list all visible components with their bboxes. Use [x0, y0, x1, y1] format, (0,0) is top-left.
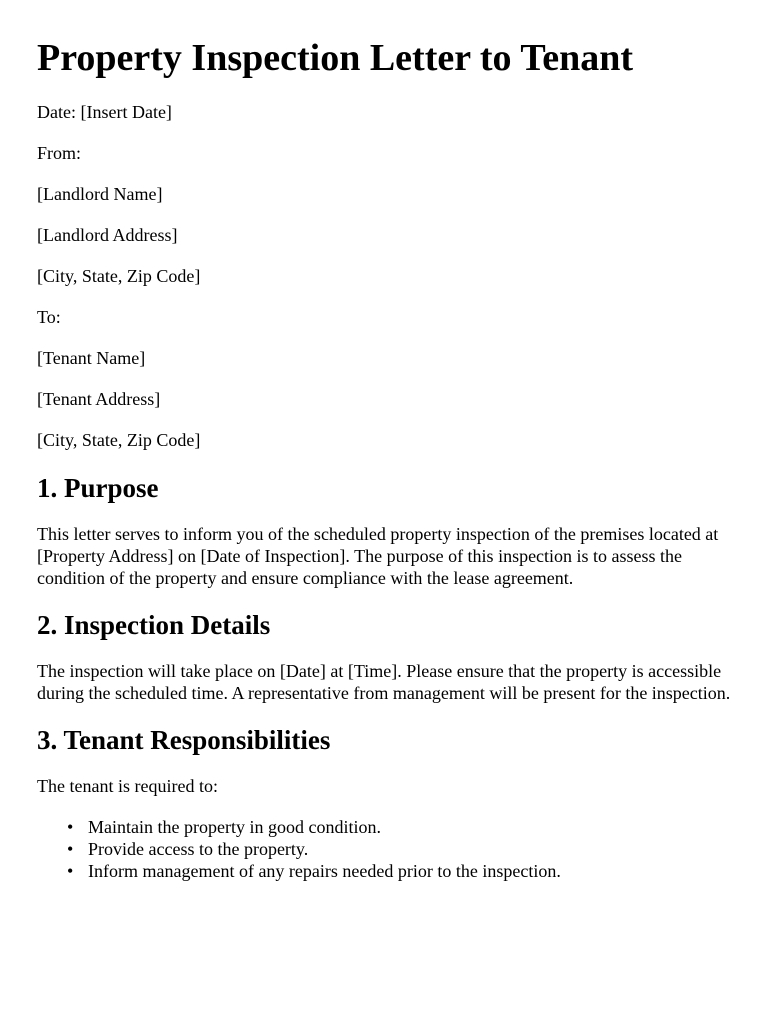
letter-header: [37, 101, 734, 451]
list-item: [67, 860, 734, 882]
tenant-name: [Tenant Name]: [37, 348, 146, 368]
list-item-text: Maintain the property in good condition.: [88, 817, 381, 837]
responsibilities-list: [37, 816, 734, 882]
section-heading-tenant-responsibilities: 3. Tenant Responsibilities: [37, 725, 331, 755]
landlord-city-state-zip: [City, State, Zip Code]: [37, 266, 201, 286]
tenant-city-state-zip: [City, State, Zip Code]: [37, 430, 201, 450]
section-heading-purpose: 1. Purpose: [37, 473, 159, 503]
date-line: Date: [Insert Date]: [37, 102, 172, 122]
section-heading-inspection-details: 2. Inspection Details: [37, 610, 271, 640]
section-body-inspection-details: The inspection will take place on [Date] at [Time]. Please ensure that the property is accessible during the scheduled time. A representative from management will be present for the inspection.: [37, 661, 731, 703]
landlord-address: [Landlord Address]: [37, 225, 178, 245]
bullet-icon: •: [67, 839, 74, 859]
section-body-tenant-responsibilities: The tenant is required to:: [37, 776, 218, 796]
bullet-icon: •: [67, 861, 74, 881]
list-item: [67, 838, 734, 860]
page-title: Property Inspection Letter to Tenant: [37, 37, 634, 79]
from-label: From:: [37, 143, 82, 163]
bullet-icon: •: [67, 817, 74, 837]
tenant-address: [Tenant Address]: [37, 389, 161, 409]
list-item-text: Provide access to the property.: [88, 839, 309, 859]
to-label: To:: [37, 307, 61, 327]
landlord-name: [Landlord Name]: [37, 184, 163, 204]
list-item: [67, 816, 734, 838]
list-item-text: Inform management of any repairs needed prior to the inspection.: [88, 861, 561, 881]
section-body-purpose: This letter serves to inform you of the scheduled property inspection of the premises located at [Property Address] on [Date of Inspection]. The purpose of this inspection is to assess the condition of the property and ensure compliance with the lease agreement.: [37, 524, 719, 588]
